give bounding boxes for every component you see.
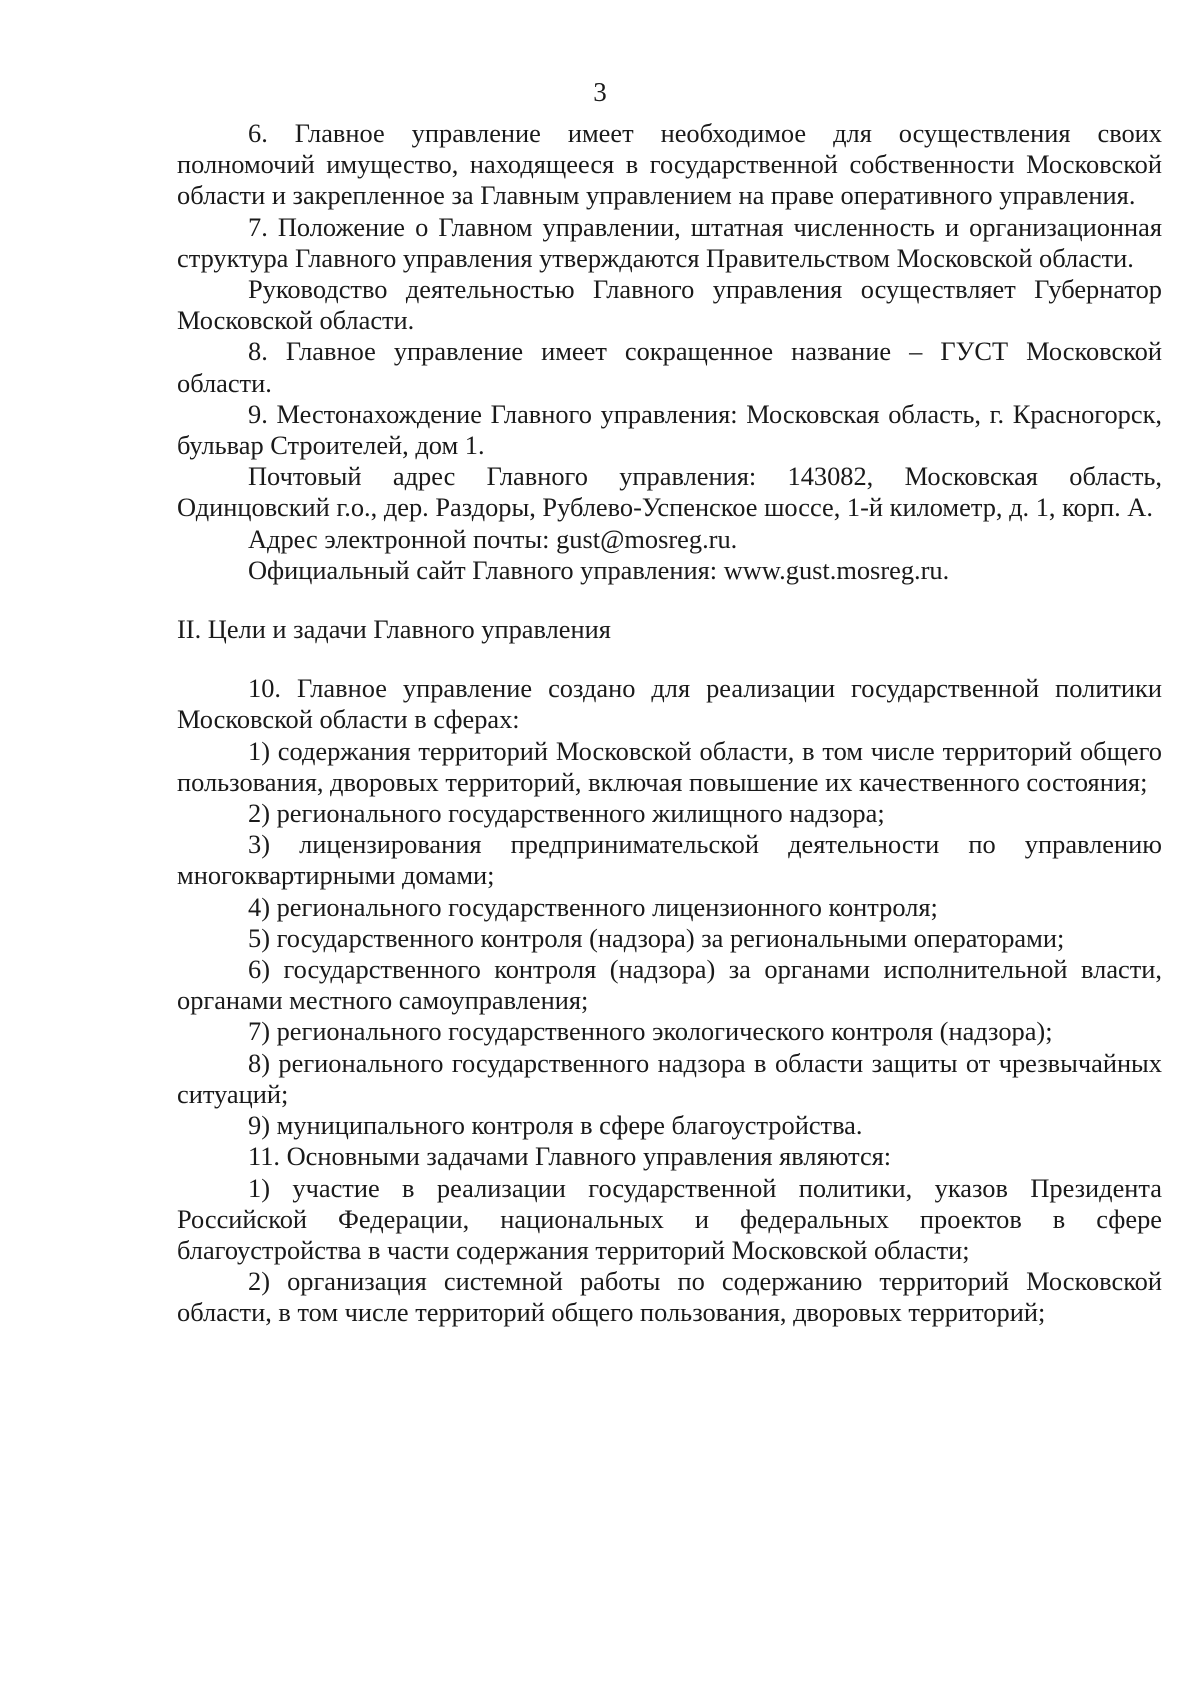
paragraph-10-item-6: 6) государственного контроля (надзора) за органами исполнительной власти, органами местного самоуправления; [177,954,1162,1016]
paragraph-10: 10. Главное управление создано для реализации государственной политики Московской области в сферах: [177,673,1162,735]
paragraph-6: 6. Главное управление имеет необходимое для осуществления своих полномочий имущество, находящееся в государственной собственности Московской области и закрепленное за Главным управлением на праве оперативного управления. [177,118,1162,211]
document-body [177,118,1162,1329]
paragraph-10-item-3: 3) лицензирования предпринимательской деятельности по управлению многоквартирными домами; [177,829,1162,891]
paragraph-10-item-9: 9) муниципального контроля в сфере благоустройства. [248,1110,863,1141]
paragraph-11: 11. Основными задачами Главного управления являются: [248,1141,892,1172]
paragraph-10-item-2: 2) регионального государственного жилищного надзора; [248,798,885,829]
section-heading: II. Цели и задачи Главного управления [177,614,611,645]
paragraph-9-email: Адрес электронной почты: gust@mosreg.ru. [248,523,738,554]
paragraph-9-website: Официальный сайт Главного управления: www.gust.mosreg.ru. [248,554,950,585]
paragraph-10-item-4: 4) регионального государственного лицензионного контроля; [248,891,938,922]
paragraph-9: 9. Местонахождение Главного управления: Московская область, г. Красногорск, бульвар Строителей, дом 1. [177,398,1162,461]
paragraph-10-item-1: 1) содержания территорий Московской области, в том числе территорий общего пользования, дворовых территорий, включая повышение их качественного состояния; [177,735,1162,797]
paragraph-10-item-8: 8) регионального государственного надзора в области защиты от чрезвычайных ситуаций; [177,1047,1162,1109]
paragraph-9-postal-address: Почтовый адрес Главного управления: 143082, Московская область, Одинцовский г.о., дер. Раздоры, Рублево-Успенское шоссе, 1-й километр, д. 1, корп. А. [177,461,1162,523]
paragraph-8: 8. Главное управление имеет сокращенное название – ГУСТ Московской области. [177,336,1162,398]
paragraph-7-leadership: Руководство деятельностью Главного управления осуществляет Губернатор Московской области. [177,274,1162,336]
paragraph-10-item-7: 7) регионального государственного экологического контроля (надзора); [248,1016,1053,1047]
paragraph-7: 7. Положение о Главном управлении, штатная численность и организационная структура Главного управления утверждаются Правительством Московской области. [177,211,1162,273]
paragraph-11-item-2: 2) организация системной работы по содержанию территорий Московской области, в том числе территорий общего пользования, дворовых территорий; [177,1266,1162,1328]
paragraph-11-item-1: 1) участие в реализации государственной политики, указов Президента Российской Федерации, национальных и федеральных проектов в сфере благоустройства в части содержания территорий Московской области; [177,1172,1162,1265]
page-number: 3 [593,77,607,107]
paragraph-10-item-5: 5) государственного контроля (надзора) за региональными операторами; [248,922,1065,953]
